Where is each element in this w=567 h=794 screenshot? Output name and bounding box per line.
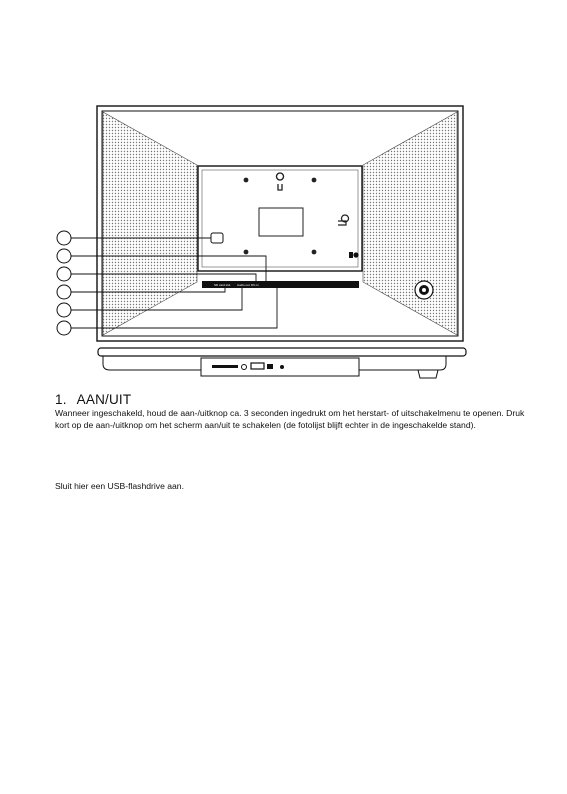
usb-note-text: Sluit hier een USB-flashdrive aan. [55,481,184,491]
port-label-audio: Audio out [237,283,250,288]
section-body-text: Wanneer ingeschakeld, houd de aan-/uitknop ca. 3 seconden ingedrukt om het herstart- of uitschakelmenu te openen. Druk kort op de aan-/uitknop om het scherm aan/uit te schakelen (de fotolijst blijft echter in de ingeschakelde stand). [55,408,525,430]
port-label-dc: DC-in [251,283,259,288]
section-title: AAN/UIT [76,392,132,407]
callout-4 [57,285,71,299]
callouts [57,231,71,335]
section-number: 1. [55,392,67,407]
callout-6 [57,321,71,335]
port-label-sd: SD card slot [214,283,231,288]
label-recess [259,208,303,236]
bottom-stand-foot [418,370,438,378]
power-button [211,233,223,243]
callout-3 [57,267,71,281]
callout-1 [57,231,71,245]
bottom-edge-bar [98,348,466,356]
section-heading [55,392,131,407]
stand-knob [415,281,433,299]
callout-2 [57,249,71,263]
callout-5 [57,303,71,317]
